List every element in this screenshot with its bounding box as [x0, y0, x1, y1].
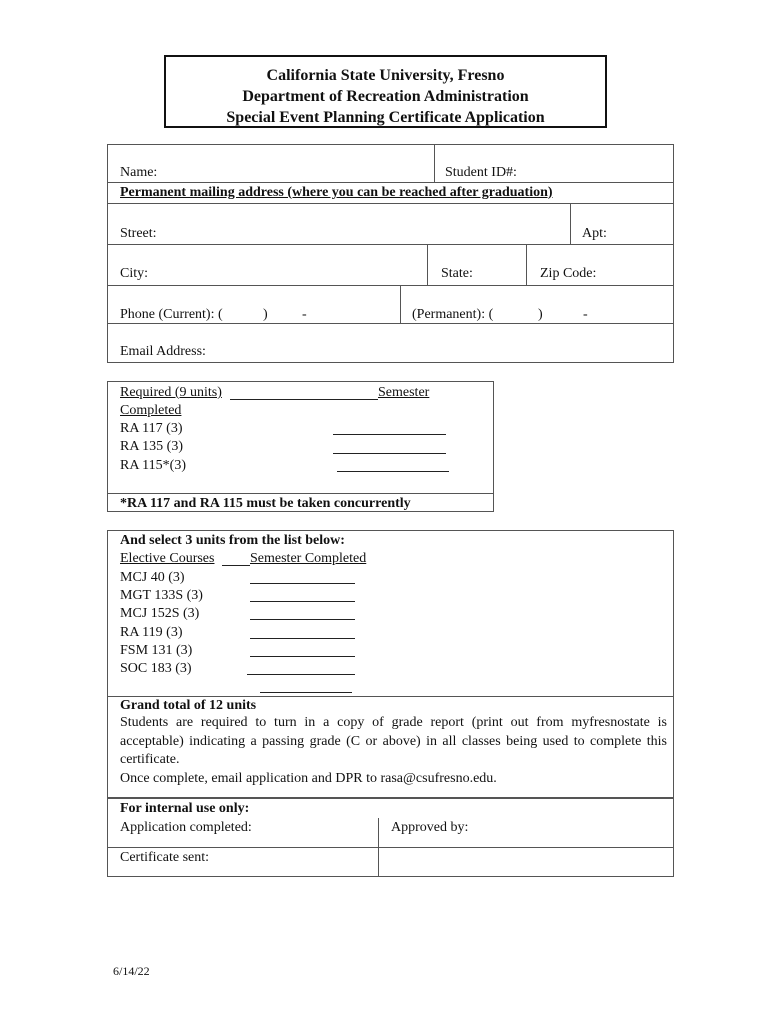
divider	[107, 285, 674, 286]
semester-blank[interactable]	[250, 619, 355, 620]
phone-current-dash: -	[302, 307, 307, 322]
elective-course: FSM 131 (3)	[120, 643, 193, 658]
divider	[107, 203, 674, 204]
elective-course: RA 119 (3)	[120, 625, 183, 640]
elective-course: MCJ 40 (3)	[120, 570, 185, 585]
divider	[107, 847, 674, 848]
form-title: Special Event Planning Certificate Application	[226, 109, 545, 126]
semester-blank[interactable]	[333, 434, 446, 435]
revision-date: 6/14/22	[113, 964, 150, 978]
semester-blank[interactable]	[337, 471, 449, 472]
divider	[107, 493, 494, 494]
internal-use-heading: For internal use only:	[120, 801, 250, 816]
divider	[570, 203, 571, 244]
divider	[526, 244, 527, 285]
certificate-sent-field[interactable]: Certificate sent:	[120, 850, 210, 865]
elective-course: SOC 183 (3)	[120, 661, 192, 676]
grand-total-label: Grand total of 12 units	[120, 698, 257, 713]
required-course: RA 115*(3)	[120, 458, 186, 473]
university-name: California State University, Fresno	[266, 67, 505, 84]
divider	[427, 244, 428, 285]
phone-permanent-paren: )	[538, 307, 543, 322]
email-field[interactable]: Email Address:	[120, 344, 206, 359]
semester-blank[interactable]	[250, 656, 355, 657]
address-heading: Permanent mailing address (where you can be reached after graduation)	[120, 185, 553, 200]
concurrent-footnote: *RA 117 and RA 115 must be taken concurrently	[120, 496, 411, 511]
total-blank[interactable]	[260, 692, 352, 693]
grade-report-note: Students are required to turn in a copy of grade report (print out from myfresnostate is acceptable) indicating a passing grade (C or above) in all classes being used to complete this certificate.	[120, 715, 667, 767]
street-field[interactable]: Street:	[120, 226, 157, 241]
heading-underline	[222, 565, 250, 566]
state-field[interactable]: State:	[441, 266, 473, 281]
phone-permanent-dash: -	[583, 307, 588, 322]
heading-underline	[230, 399, 378, 400]
required-heading: Required (9 units)	[120, 385, 222, 400]
approved-by-field[interactable]: Approved by:	[391, 820, 469, 835]
required-course: RA 117 (3)	[120, 421, 183, 436]
semester-label: Semester	[378, 385, 430, 400]
phone-permanent-field[interactable]: (Permanent): (	[412, 307, 494, 322]
elective-course: MCJ 152S (3)	[120, 606, 200, 621]
submission-note: Once complete, email application and DPR to rasa@csufresno.edu.	[120, 770, 497, 786]
divider	[107, 182, 674, 183]
phone-current-field[interactable]: Phone (Current): (	[120, 307, 223, 322]
elective-courses-label: Elective Courses	[120, 551, 215, 566]
divider	[378, 818, 379, 877]
phone-current-paren: )	[263, 307, 268, 322]
divider	[434, 144, 435, 182]
apt-field[interactable]: Apt:	[582, 226, 607, 241]
instructions-text	[120, 714, 667, 788]
divider	[107, 323, 674, 324]
contact-section	[107, 144, 674, 363]
completed-label: Completed	[120, 403, 182, 418]
electives-heading: And select 3 units from the list below:	[120, 533, 345, 548]
divider	[400, 285, 401, 323]
elective-course: MGT 133S (3)	[120, 588, 203, 603]
title-box	[164, 55, 607, 128]
name-field[interactable]: Name:	[120, 165, 158, 180]
semester-blank[interactable]	[250, 601, 355, 602]
required-course: RA 135 (3)	[120, 439, 183, 454]
semester-blank[interactable]	[247, 674, 355, 675]
semester-blank[interactable]	[333, 453, 446, 454]
semester-blank[interactable]	[250, 583, 355, 584]
application-completed-field[interactable]: Application completed:	[120, 820, 252, 835]
zip-code-field[interactable]: Zip Code:	[540, 266, 597, 281]
semester-blank[interactable]	[250, 638, 355, 639]
city-field[interactable]: City:	[120, 266, 149, 281]
semester-completed-label: Semester Completed	[250, 551, 367, 566]
student-id-field[interactable]: Student ID#:	[445, 165, 517, 180]
department-name: Department of Recreation Administration	[242, 88, 529, 105]
divider	[107, 244, 674, 245]
